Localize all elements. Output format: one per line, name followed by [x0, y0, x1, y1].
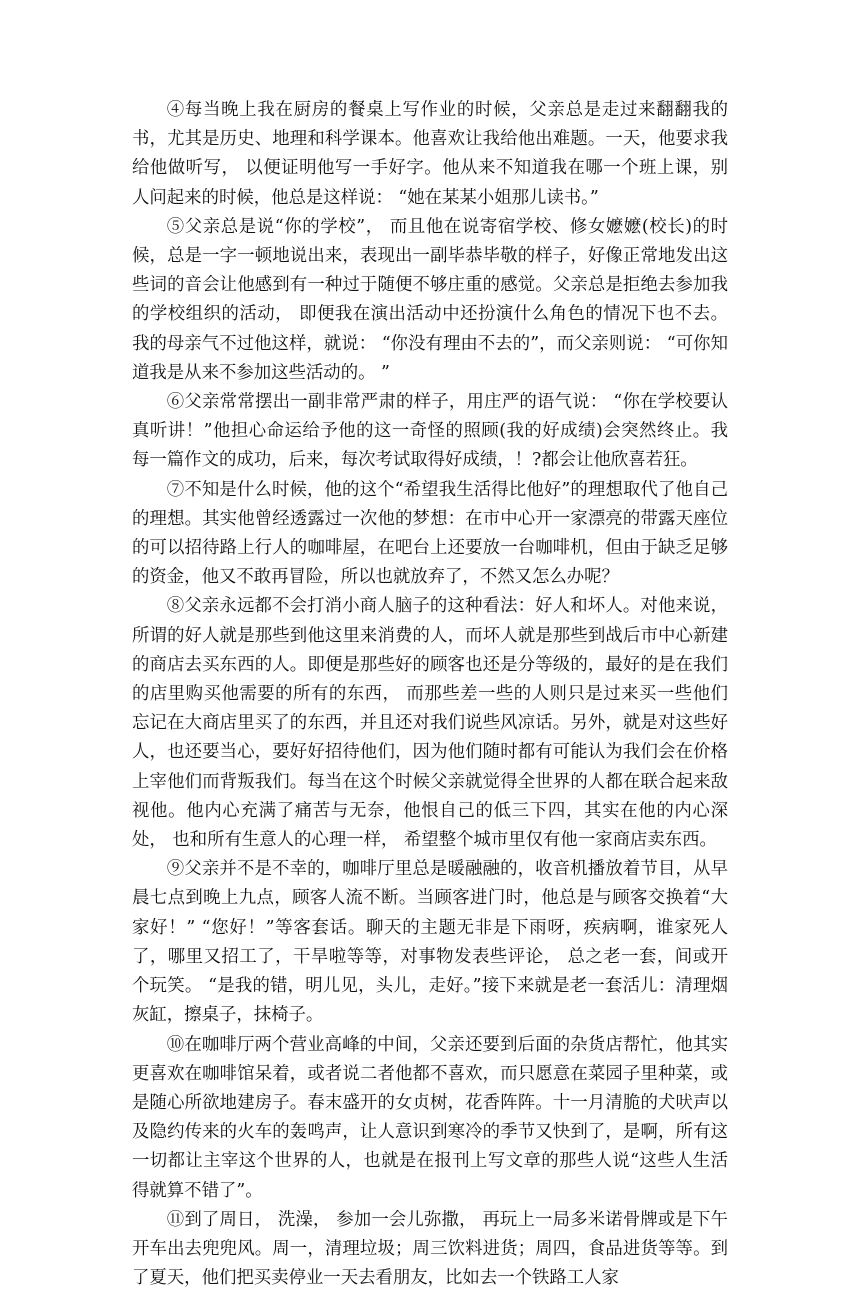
- paragraph-4: ④每当晚上我在厨房的餐桌上写作业的时候，父亲总是走过来翻翻我的书，尤其是历史、地理和科学课本。他喜欢让我给他出难题。一天，他要求我给他做听写， 以便证明他写一手好字。他从来不知道我在哪一个班上课，别人问起来的时候，他总是这样说： “她在某某小姐那儿读书。”: [132, 100, 728, 208]
- paragraph-9: ⑨父亲并不是不幸的，咖啡厅里总是暖融融的，收音机播放着节目，从早晨七点到晚上九点，顾客人流不断。当顾客进门时，他总是与顾客交换着“大家好！” “您好！”等客套话。聊天的主题无非是下雨呀，疾病啊，谁家死人了，哪里又招工了，干旱啦等等，对事物发表些评论， 总之老一套，间或开个玩笑。 “是我的错，明儿见，头儿，走好。”接下来就是老一套活儿：清理烟灰缸，擦桌子，抹椅子。: [132, 859, 728, 1026]
- paragraph-8: ⑧父亲永远都不会打消小商人脑子的这种看法：好人和坏人。对他来说，所谓的好人就是那些到他这里来消费的人，而坏人就是那些到战后市中心新建的商店去买东西的人。即便是那些好的顾客也还是分等级的，最好的是在我们的店里购买他需要的所有的东西， 而那些差一些的人则只是过来买一些他们忘记在大商店里买了的东西，并且还对我们说些风凉话。另外，就是对这些好人，也还要当心，要好好招待他们，因为他们随时都有可能认为我们会在价格上宰他们而背叛我们。每当在这个时候父亲就觉得全世界的人都在联合起来敌视他。他内心充满了痛苦与无奈，他恨自己的低三下四，其实在他的内心深处， 也和所有生意人的心理一样， 希望整个城市里仅有他一家商店卖东西。: [132, 596, 728, 851]
- paragraph-7: ⑦不知是什么时候，他的这个“希望我生活得比他好”的理想取代了他自己的理想。其实他曾经透露过一次他的梦想：在市中心开一家漂亮的带露天座位的可以招待路上行人的咖啡屋，在吧台上还要放一台咖啡机，但由于缺乏足够的资金，他又不敢再冒险，所以也就放弃了，不然又怎么办呢？: [132, 479, 728, 588]
- paragraph-5: ⑤父亲总是说“你的学校”， 而且他在说寄宿学校、修女嬷嬷(校长)的时候，总是一字一顿地说出来，表现出一副毕恭毕敬的样子，好像正常地发出这些词的音会让他感到有一种过于随便不够庄重的感觉。父亲总是拒绝去参加我的学校组织的活动， 即便我在演出活动中还扮演什么角色的情况下也不去。我的母亲气不过他这样，就说： “你没有理由不去的”，而父亲则说： “可你知道我是从来不参加这些活动的。 ”: [132, 216, 728, 383]
- paragraph-6: ⑥父亲常常摆出一副非常严肃的样子，用庄严的语气说： “你在学校要认真听讲！”他担心命运给予他的这一奇怪的照顾(我的好成绩)会突然终止。我每一篇作文的成功，后来，每次考试取得好成绩，！?都会让他欣喜若狂。: [132, 392, 728, 471]
- paragraph-11: ⑪到了周日， 洗澡， 参加一会儿弥撒， 再玩上一局多米诺骨牌或是下午开车出去兜兜风。周一，清理垃圾；周三饮料进货；周四，食品进货等等。到了夏天，他们把买卖停业一天去看朋友，比如去一个铁路工人家: [132, 1209, 728, 1289]
- document-body: [132, 96, 728, 1293]
- paragraph-10: ⑩在咖啡厅两个营业高峰的中间，父亲还要到后面的杂货店帮忙，他其实更喜欢在咖啡馆呆着，或者说二者他都不喜欢，而只愿意在菜园子里种菜，或是随心所欲地建房子。春末盛开的女贞树，花香阵阵。十一月清脆的犬吠声以及隐约传来的火车的轰鸣声，让人意识到寒冷的季节又快到了，是啊，所有这一切都让主宰这个世界的人，也就是在报刊上写文章的那些人说“这些人生活得就算不错了”。: [132, 1034, 728, 1201]
